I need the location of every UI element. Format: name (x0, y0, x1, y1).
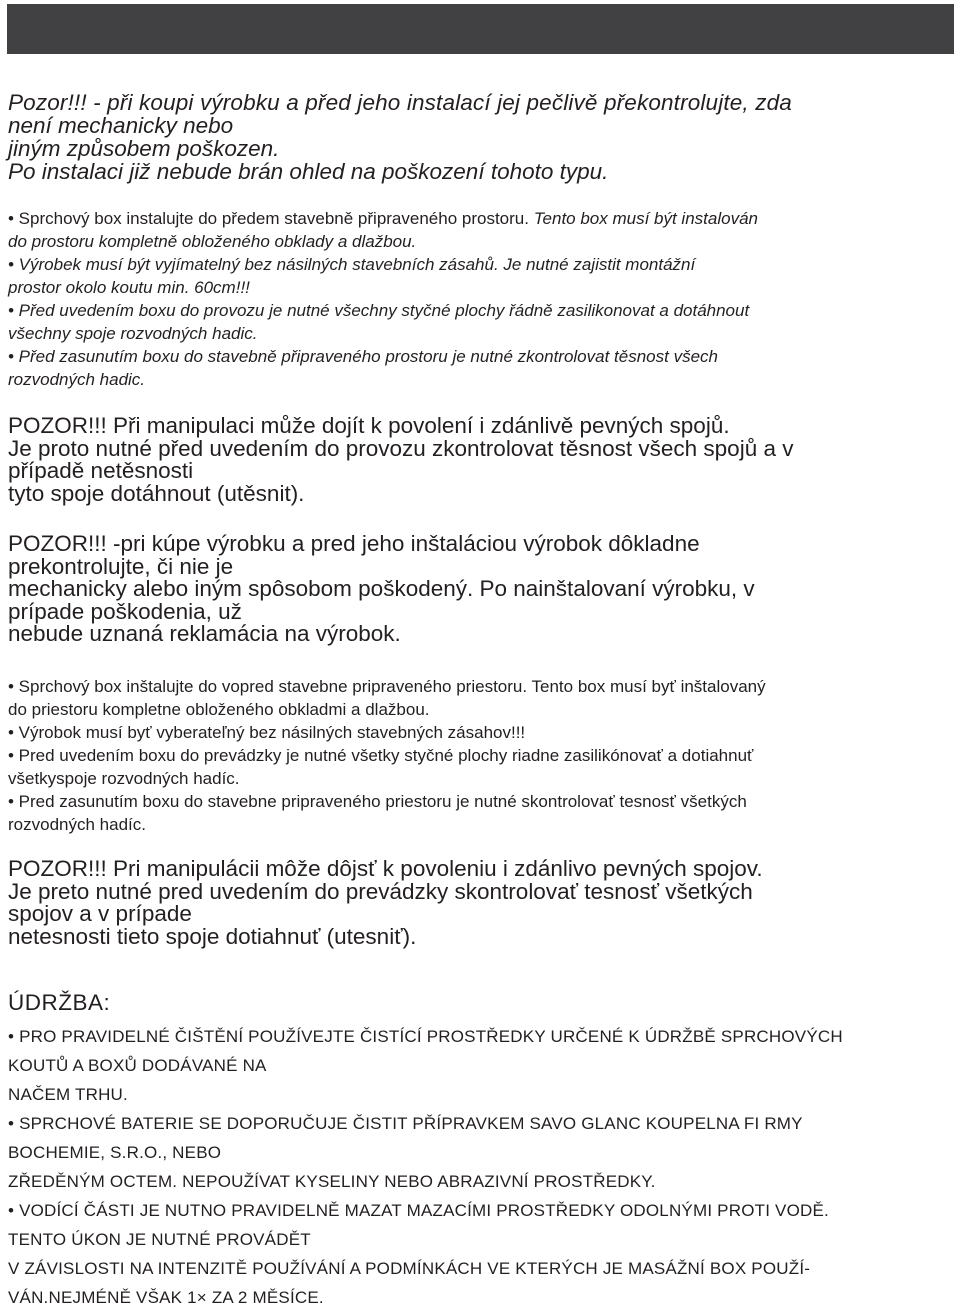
sk-warning-line: POZOR!!! -pri kúpe výrobku a pred jeho inštaláciou výrobok dôkladne (8, 531, 700, 556)
cz-bullet-text: • Sprchový box instalujte do předem stavebně připraveného prostoru. (8, 209, 529, 228)
sk-warning-line: nebude uznaná reklamácia na výrobok. (8, 621, 401, 646)
cz-warning-line: není mechanicky nebo (8, 113, 234, 138)
cz-pozor-line: případě netěsnosti (8, 458, 194, 483)
sk-installation-bullets (8, 675, 953, 836)
maintenance-line: • PRO PRAVIDELNÉ ČIŠTĚNÍ POUŽÍVEJTE ČISTÍCÍ PROSTŘEDKY URČENÉ K ÚDRŽBĚ SPRCHOVÝCH (8, 1027, 843, 1046)
maintenance-line: V ZÁVISLOSTI NA INTENZITĚ POUŽÍVÁNÍ A PODMÍNKÁCH VE KTERÝCH JE MASÁŽNÍ BOX POUŽÍ- (8, 1259, 811, 1278)
cz-bullet-line: • Před zasunutím boxu do stavebně připraveného prostoru je nutné zkontrolovat těsnost všech (8, 347, 718, 366)
cz-pozor-line: POZOR!!! Při manipulaci může dojít k povolení i zdánlivě pevných spojů. (8, 413, 730, 438)
cz-bullet-line: • Před uvedením boxu do provozu je nutné všechny styčné plochy řádně zasilikonovat a dotáhnout (8, 301, 750, 320)
cz-pozor-paragraph (8, 415, 953, 505)
cz-bullet-line (8, 253, 953, 276)
maintenance-line: NAČEM TRHU. (8, 1085, 128, 1104)
cz-bullet-line: všechny spoje rozvodných hadic. (8, 324, 258, 343)
cz-bullet-text: Je nutné zajistit montážní (498, 255, 696, 274)
sk-bullet-line: všetkyspoje rozvodných hadíc. (8, 769, 240, 788)
sk-bullet-line: • Pred zasunutím boxu do stavebne pripraveného priestoru je nutné skontrolovať tesnosť všetkých (8, 792, 747, 811)
cz-bullet-line (8, 207, 953, 230)
maintenance-line: TENTO ÚKON JE NUTNÉ PROVÁDĚT (8, 1230, 311, 1249)
header-bar (7, 4, 954, 54)
sk-bullet-line: rozvodných hadíc. (8, 815, 146, 834)
cz-warning-paragraph (8, 91, 953, 183)
cz-bullet-text: Tento box musí být instalován (528, 209, 758, 228)
sk-warning-paragraph (8, 533, 953, 646)
maintenance-line: BOCHEMIE, S.R.O., NEBO (8, 1143, 222, 1162)
sk-warning-line: prípade poškodenia, už (8, 598, 242, 624)
maintenance-list (8, 1022, 953, 1312)
sk-warning-line: prekontrolujte, či nie je (8, 553, 234, 579)
maintenance-line: VÁN.NEJMÉNĚ VŠAK 1× ZA 2 MĚSÍCE. (8, 1288, 324, 1307)
sk-pozor-line: netesnosti tieto spoje dotiahnuť (utesniť). (8, 923, 417, 949)
cz-warning-line: Po instalaci již nebude brán ohled na poškození tohoto typu. (8, 159, 609, 184)
cz-installation-bullets (8, 207, 953, 391)
cz-bullet-line: rozvodných hadic. (8, 370, 146, 389)
cz-bullet-text: • Výrobek musí být vyjímatelný bez násilných stavebních zásahů. (8, 255, 499, 274)
cz-pozor-line: tyto spoje dotáhnout (utěsnit). (8, 480, 305, 506)
cz-warning-line: jiným způsobem poškozen. (8, 136, 280, 161)
maintenance-line: • SPRCHOVÉ BATERIE SE DOPORUČUJE ČISTIT PŘÍPRAVKEM SAVO GLANC KOUPELNA FI RMY (8, 1114, 803, 1133)
maintenance-line: ZŘEDĚNÝM OCTEM. NEPOUŽÍVAT KYSELINY NEBO ABRAZIVNÍ PROSTŘEDKY. (8, 1172, 656, 1191)
sk-pozor-line: POZOR!!! Pri manipulácii môže dôjsť k povoleniu i zdánlivo pevných spojov. (8, 856, 763, 881)
cz-bullet-line: do prostoru kompletně obloženého obklady a dlažbou. (8, 232, 417, 251)
sk-bullet-line: • Pred uvedením boxu do prevádzky je nutné všetky styčné plochy riadne zasilikónovať a dotiahnuť (8, 746, 754, 765)
cz-bullet-line: prostor okolo koutu min. 60cm!!! (8, 278, 250, 297)
cz-warning-line: Pozor!!! - při koupi výrobku a před jeho instalací jej pečlivě překontrolujte, zda (8, 90, 792, 115)
sk-warning-line: mechanicky alebo iným spôsobom poškodený. Po nainštalovaní výrobku, v (8, 576, 755, 601)
sk-pozor-line: spojov a v prípade (8, 901, 192, 926)
sk-bullet-line: • Sprchový box inštalujte do vopred stavebne pripraveného priestoru. Tento box musí byť inštalovaný (8, 677, 766, 696)
maintenance-line: • VODÍCÍ ČÁSTI JE NUTNO PRAVIDELNĚ MAZAT MAZACÍMI PROSTŘEDKY ODOLNÝMI PROTI VODĚ. (8, 1201, 829, 1220)
sk-pozor-paragraph (8, 858, 953, 948)
sk-pozor-line: Je preto nutné pred uvedením do prevádzky skontrolovať tesnosť všetkých (8, 878, 753, 904)
cz-pozor-line: Je proto nutné před uvedením do provozu zkontrolovat těsnost všech spojů a v (8, 435, 794, 461)
sk-bullet-line: • Výrobok musí byť vyberateľný bez násilných stavebných zásahov!!! (8, 723, 526, 742)
maintenance-line: KOUTŮ A BOXŮ DODÁVANÉ NA (8, 1056, 267, 1075)
sk-bullet-line: do priestoru kompletne obloženého obkladmi a dlažbou. (8, 700, 430, 719)
maintenance-heading: ÚDRŽBA: (8, 990, 111, 1015)
